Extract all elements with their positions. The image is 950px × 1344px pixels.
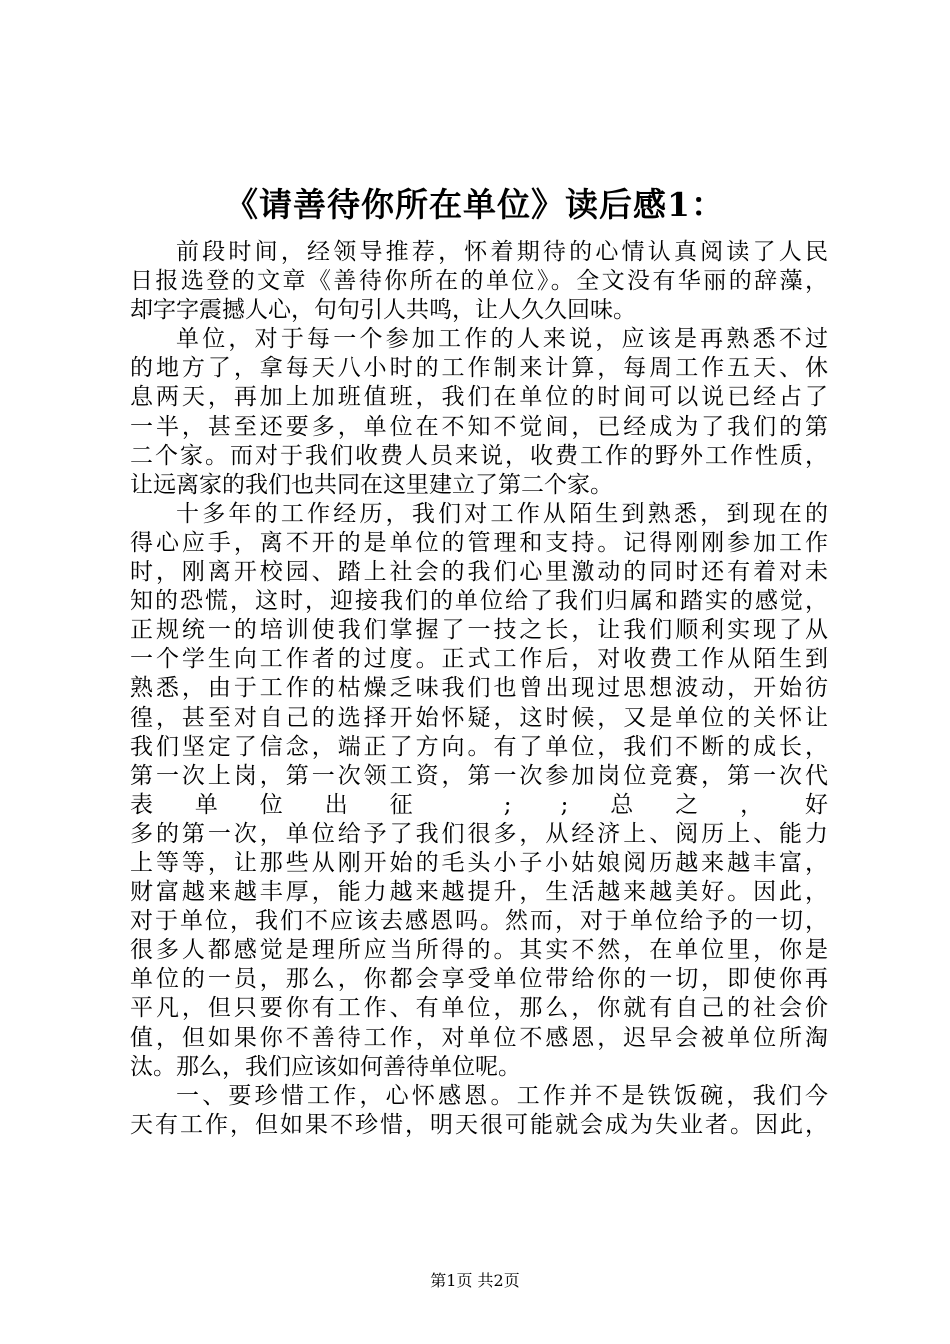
page-footer: 第1页 共2页 (430, 1271, 520, 1290)
text-line: 前段时间，经领导推荐，怀着期待的心情认真阅读了人民 (176, 239, 828, 265)
text-line: 单位的一员，那么，你都会享受单位带给你的一切，即使你再 (130, 966, 828, 993)
text-line: 上等等，让那些从刚开始的毛头小子小姑娘阅历越来越丰富， (130, 849, 828, 876)
text-line: 我们坚定了信念，端正了方向。有了单位，我们不断的成长， (130, 733, 828, 760)
text-line: 第一次上岗，第一次领工资，第一次参加岗位竞赛，第一次代 (130, 762, 828, 789)
text-line: 日报选登的文章《善待你所在的单位》。全文没有华丽的辞藻， (130, 268, 828, 295)
text-line: 得心应手，离不开的是单位的管理和支持。记得刚刚参加工作 (130, 529, 828, 556)
document-title: 《请善待你所在单位》读后感1： (225, 185, 725, 224)
text-line: 时，刚离开校园、踏上社会的我们心里激动的同时还有着对未 (130, 559, 828, 586)
text-line: 二个家。而对于我们收费人员来说，收费工作的野外工作性质， (130, 442, 828, 469)
text-line: 却字字震撼人心，句句引人共鸣，让人久久回味。 (130, 297, 636, 324)
text-line: 对于单位，我们不应该去感恩吗。然而，对于单位给予的一切， (130, 908, 828, 935)
text-line: 汰。那么，我们应该如何善待单位呢。 (130, 1053, 521, 1080)
text-line: 一个学生向工作者的过度。正式工作后，对收费工作从陌生到 (130, 646, 828, 673)
text-line: 十多年的工作经历，我们对工作从陌生到熟悉，到现在的 (176, 500, 828, 527)
text-line: 让远离家的我们也共同在这里建立了第二个家。 (130, 471, 613, 498)
text-line: 很多人都感觉是理所应当所得的。其实不然，在单位里，你是 (130, 937, 828, 964)
text-line: 知的恐慌，这时，迎接我们的单位给了我们归属和踏实的感觉， (130, 588, 828, 615)
text-line: 天有工作，但如果不珍惜，明天很可能就会成为失业者。因此， (130, 1111, 828, 1138)
document-body (130, 238, 828, 1140)
text-line: 表单位出征 ; ;总之，好 (130, 791, 828, 818)
text-line: 平凡，但只要你有工作、有单位，那么，你就有自己的社会价 (130, 995, 828, 1022)
text-line: 熟悉，由于工作的枯燥乏味我们也曾出现过思想波动，开始彷 (130, 675, 828, 702)
text-line: 单位，对于每一个参加工作的人来说，应该是再熟悉不过 (176, 326, 828, 353)
text-line: 值，但如果你不善待工作，对单位不感恩，迟早会被单位所淘 (130, 1024, 828, 1051)
text-line: 徨，甚至对自己的选择开始怀疑，这时候，又是单位的关怀让 (130, 704, 828, 731)
text-line: 的地方了，拿每天八小时的工作制来计算，每周工作五天、休 (130, 355, 828, 382)
text-line: 财富越来越丰厚，能力越来越提升，生活越来越美好。因此， (130, 879, 828, 906)
text-line: 息两天，再加上加班值班，我们在单位的时间可以说已经占了 (130, 384, 828, 411)
text-line: 一半，甚至还要多，单位在不知不觉间，已经成为了我们的第 (130, 413, 828, 440)
text-line: 一、要珍惜工作，心怀感恩。工作并不是铁饭碗，我们今 (176, 1082, 828, 1109)
text-line: 正规统一的培训使我们掌握了一技之长，让我们顺利实现了从 (130, 617, 828, 644)
text-line: 多的第一次，单位给予了我们很多，从经济上、阅历上、能力 (130, 820, 828, 847)
